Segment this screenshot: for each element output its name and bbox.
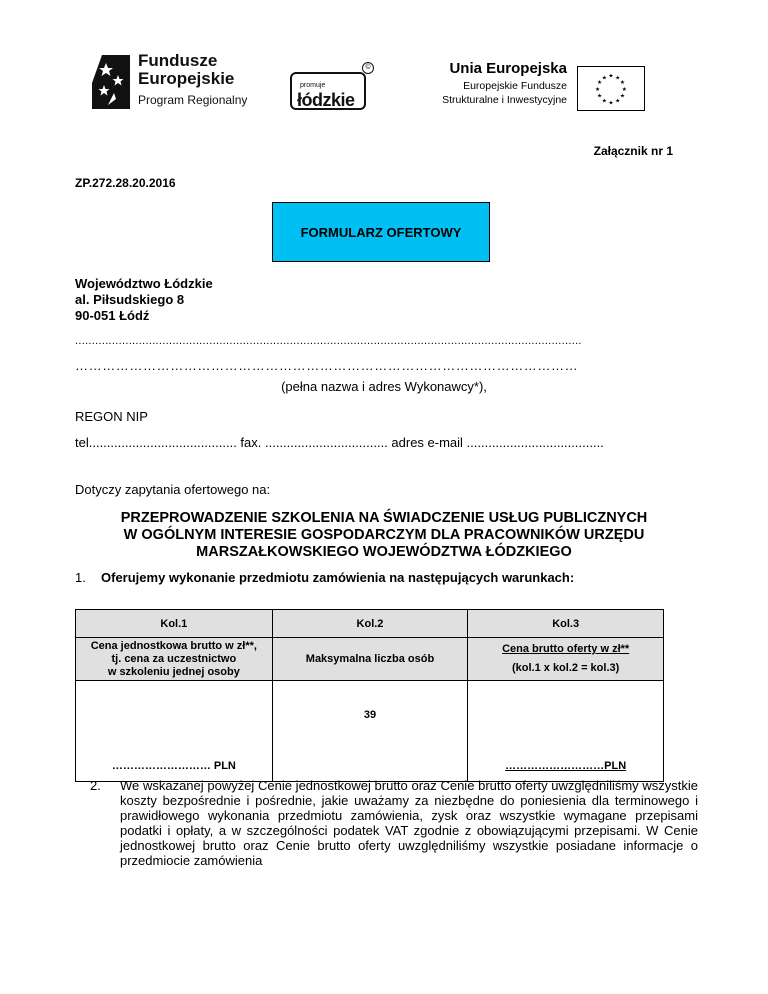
- svg-text:★: ★: [596, 80, 603, 87]
- table-row: [76, 681, 664, 782]
- fe-logo-line1: Fundusze: [138, 51, 218, 70]
- col3-desc-line2: (kol.1 x kol.2 = kol.3): [511, 662, 620, 674]
- col1-header: Kol.1: [76, 610, 273, 638]
- ue-logo-sub2: Strukturalne i Inwestycyjne: [442, 94, 567, 106]
- fe-logo-line2: Europejskie: [138, 69, 235, 88]
- svg-text:★: ★: [615, 75, 621, 82]
- svg-text:★: ★: [621, 86, 627, 93]
- fe-logo-line3: Program Regionalny: [138, 93, 248, 107]
- promuje-label: promuje: [300, 82, 326, 89]
- svg-text:★: ★: [619, 93, 626, 100]
- unia-europejska-logo: [430, 62, 645, 114]
- form-title-box: [272, 202, 490, 262]
- col1-desc-line1: Cena jednostkowa brutto w zł**,: [90, 639, 257, 652]
- promuje-lodzkie-logo: [290, 62, 378, 110]
- regarding-label: Dotyczy zapytania ofertowego na:: [75, 482, 271, 497]
- fundusze-europejskie-mark-icon: [92, 55, 130, 109]
- svg-text:★: ★: [619, 80, 626, 87]
- regon-nip-label: REGON NIP: [75, 409, 148, 424]
- svg-text:★: ★: [601, 98, 607, 105]
- svg-text:★: ★: [608, 73, 614, 80]
- contractor-name-field[interactable]: .......................................................................................................................................................: [75, 335, 582, 347]
- col1-description: [76, 638, 273, 681]
- col2-header: Kol.2: [272, 610, 468, 638]
- eu-flag-icon: [577, 66, 645, 111]
- form-title: FORMULARZ OFERTOWY: [300, 224, 462, 240]
- col1-value-field[interactable]: ……………………… PLN: [76, 681, 273, 782]
- point2-text: We wskazanej powyżej Cenie jednostkowej brutto oraz Cenie brutto oferty uwzględniliśmy wszystkie koszty bezpośrednie i pośrednie, jakie uważamy za niezbędne do poniesienia dla terminowego i prawidłowego wykonania przedmiotu zamówienia, zysk oraz wszystkie wymagane przepisami podatki i opłaty, a w szczególności podatek VAT zgodnie z obowiązującymi przepisami. W Cenie jednostkowej brutto oraz Cenie brutto oferty uwzględniliśmy wszystkie posiadane informacje o przedmiocie zamówienia: [120, 778, 698, 868]
- point1: [75, 570, 574, 585]
- table-row: [76, 638, 664, 681]
- point2: [75, 778, 698, 868]
- lodzkie-label: łódzkie: [297, 90, 355, 110]
- ue-logo-title: Unia Europejska: [449, 60, 567, 77]
- col3-header: Kol.3: [468, 610, 664, 638]
- table-row: [76, 610, 664, 638]
- svg-text:★: ★: [615, 98, 621, 105]
- contractor-caption: (pełna nazwa i adres Wykonawcy*),: [281, 379, 487, 394]
- offer-table: [75, 609, 664, 782]
- col1-desc-line2: tj. cena za uczestnictwo: [111, 652, 237, 665]
- reference-number: ZP.272.28.20.2016: [75, 176, 176, 190]
- ue-logo-sub1: Europejskie Fundusze: [463, 80, 567, 92]
- recipient-city: 90-051 Łódź: [75, 308, 150, 323]
- svg-text:★: ★: [608, 100, 614, 107]
- col3-value-field[interactable]: ………………………PLN: [468, 681, 664, 782]
- recipient-street: al. Piłsudskiego 8: [75, 292, 185, 307]
- contact-line[interactable]: tel......................................... fax. .................................. adres e-mail ......................................: [75, 435, 604, 450]
- annex-label: Załącznik nr 1: [593, 144, 673, 158]
- subject-line2: W OGÓLNYM INTERESIE GOSPODARCZYM DLA PRACOWNIKÓW URZĘDU: [123, 527, 645, 543]
- svg-text:★: ★: [601, 75, 607, 82]
- recipient-name: Województwo Łódzkie: [75, 276, 213, 291]
- col2-value: 39: [272, 681, 468, 782]
- point1-number: 1.: [75, 570, 86, 585]
- promuje-lodzkie-frame: [290, 72, 366, 110]
- svg-text:★: ★: [596, 93, 603, 100]
- subject-line3: MARSZAŁKOWSKIEGO WOJEWÓDZTWA ŁÓDZKIEGO: [196, 544, 572, 560]
- col1-desc-line3: w szkoleniu jednej osoby: [107, 665, 240, 678]
- fundusze-europejskie-logo: [92, 52, 262, 112]
- registered-mark-icon: ©: [362, 62, 374, 74]
- svg-text:★: ★: [595, 86, 601, 93]
- col3-desc-line1: Cena brutto oferty w zł**: [502, 643, 630, 655]
- subject-heading: [0, 510, 768, 561]
- point1-text: Oferujemy wykonanie przedmiotu zamówienia na następujących warunkach:: [101, 570, 575, 585]
- contractor-address-field[interactable]: …………………………………………………………………………………………………: [75, 358, 579, 373]
- col2-description: Maksymalna liczba osób: [272, 638, 468, 681]
- subject-line1: PRZEPROWADZENIE SZKOLENIA NA ŚWIADCZENIE USŁUG PUBLICZNYCH: [120, 510, 648, 526]
- point2-number: 2.: [90, 778, 101, 793]
- col3-description: [468, 638, 664, 681]
- recipient-address: [75, 276, 213, 324]
